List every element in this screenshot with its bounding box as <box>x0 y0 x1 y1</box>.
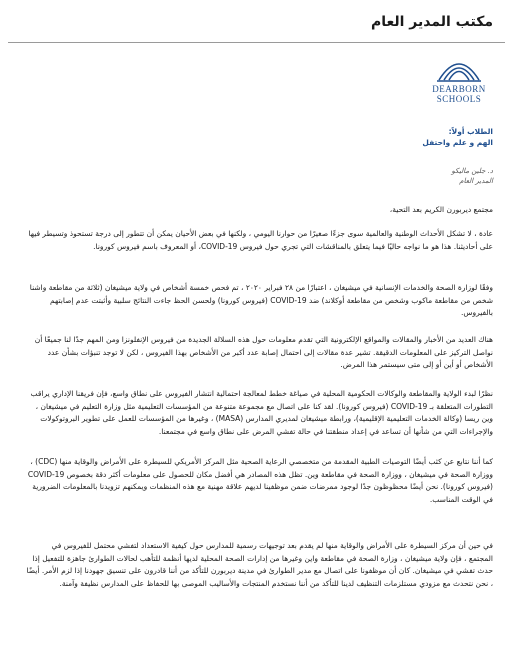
dearborn-schools-logo <box>423 50 495 120</box>
page-title: مكتب المدير العام <box>370 14 493 30</box>
letter-paragraph <box>26 334 493 372</box>
paragraph-text: وفقًا لوزارة الصحة والخدمات الإنسانية في ميشيغان ، اعتبارًا من ٢٨ فبراير ٢٠٢٠ ، تم فحص خمسة أشخاص في ولاية ميشيغان (ثلاثة من مقاطعة واشنا شخص من مقاطعة ماكوب وشخص من مقاطعة أوكلاند) ضد COVID-19 (فيروس كورونا) ولحسن الحظ جاءت النتائج سلبية وأثبتت عدم إصابتهم بالفيروس. <box>29 283 493 317</box>
signature-name: د. جلين ماليكو <box>451 167 493 175</box>
letter-paragraph <box>26 388 493 438</box>
letter-paragraph <box>26 456 493 506</box>
logo-mark-icon <box>433 50 485 84</box>
paragraph-text: كما أننا نتابع عن كثب أيضًا التوصيات الطبية المقدمة من متخصصي الرعاية الصحية مثل المركز الأمريكي للسيطرة على الأمراض والوقاية منها (CDC) ، ووزارة الصحة في ميشيغان ، ووزارة الصحة في مقاطعة وين. تظل هذه المصادر هي أفضل مكان للحصول على معلومات أكثر دقة بخصوص COVID-19 (فيروس كورونا). نحن أيضًا محظوظون جدًا لوجود ممرضات ضمن موظفينا لديهم علاقة مهنية مع هذه المنظمات ويمكنهم تزويدنا بالمعلومات الضرورية في الوقت المناسب. <box>27 457 493 504</box>
paragraph-text: في حين أن مركز السيطرة على الأمراض والوقاية منها لم يقدم بعد توجيهات رسمية للمدارس حول كيفية الاستعداد لتفشي محتمل للفيروس في المجتمع ، فإن ولاية ميشيغان ، وزارة الصحة في مقاطعة واين وغيرها من إدارات الصحة المحلية لديها أنظمة للتأهب لحالات الطوارئ جاهزة للتفعيل إذا حدث تفشي في ميشيغان. كان أن موظفونا على اتصال مع مدير الطوارئ في مدينة ديربورن للتأكد من أننا قادرون على تنسيق جهودنا إذا لزم الأمر. أيضًا ، نحن نتحدث مع مزودي مستلزمات التنظيف لدينا للتأكد من أننا نستخدم المنتجات والأساليب الموصى بها للحفاظ على المدارس نظيفة وآمنة. <box>26 541 493 588</box>
logo-line-1: DEARBORN <box>432 84 486 94</box>
paragraph-text: هناك العديد من الأخبار والمقالات والمواقع الإلكترونية التي تقدم معلومات حول هذه السلالة الجديدة من فيروس الإنفلونزا ومن المهم جدًا لنا جميعًا أن نواصل التركيز على المعلومات الدقيقة. تشير عدة مقالات إلى احتمال إصابة عدد أكبر من الأشخاص بهذا الفيروس ، لكن لا توجد تنبؤات بشأن عدد الأشخاص أو أين أو إلى متى سيستمر هذا المرض. <box>34 335 493 369</box>
motto-line-1: الطلاب أولاً: <box>448 127 493 136</box>
paragraph-text: نظرًا لبدء الولاية والمقاطعة والوكالات الحكومية المحلية في صياغة خطط لمعالجة احتمالية انتشار الفيروس على نطاق واسع، فإن فريقنا الإداري يراقب التطورات المتعلقة بـ COVID-19 (فيروس كورونا). لقد كنا على اتصال مع مجموعة متنوعة من المؤسسات التعليمية مثل وزارة التعليم في ميشيغان ، وين ريسا (وكالة الخدمات التعليمية الإقليمية)، ورابطة ميشيغان لمديري المدارس (MASA) ، وغيرها من المؤسسات للعمل على تطوير البروتوكولات والإجراءات التي من شأنها أن تساعد في إعداد منطقتنا في حالة تفشي المرض على نطاق واسع في مجتمعنا. <box>30 389 493 436</box>
letter-paragraph <box>26 282 493 320</box>
letter-greeting: مجتمع ديربورن الكريم بعد التحية، <box>389 205 493 214</box>
paragraph-text: عادة ، لا تشكل الأحداث الوطنية والعالمية سوى جزءًا صغيرًا من حوارنا اليومي ، ولكنها في بعض الأحيان يمكن أن تتطور إلى درجة تستحوذ وتسيطر فيها على أحاديثنا. هذا هو ما نواجه حاليًا فيما يتعلق بالمناقشات التي تجري حول فيروس COVID-19، أو المعروف باسم فيروس كورونا. <box>28 229 493 251</box>
logo-text <box>423 84 495 104</box>
letter-paragraph <box>26 540 493 590</box>
letter-paragraph <box>26 228 493 253</box>
header-divider <box>8 42 505 43</box>
signature-block <box>452 166 494 186</box>
school-motto <box>422 126 493 148</box>
signature-role: المدير العام <box>459 177 493 185</box>
logo-line-2: SCHOOLS <box>436 94 482 104</box>
motto-line-2: الهم و علم واحتفل <box>422 138 493 147</box>
